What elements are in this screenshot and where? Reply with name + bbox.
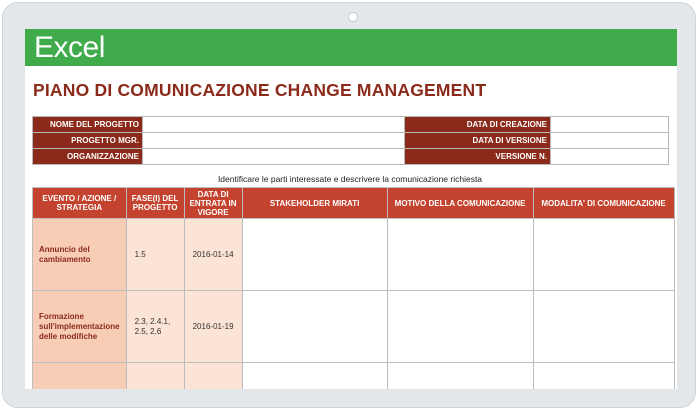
event-cell[interactable]: Formazione sull'implementazione delle modifiche <box>33 291 127 363</box>
info-row <box>33 149 669 165</box>
organization-field[interactable] <box>143 149 405 165</box>
version-date-field[interactable] <box>551 133 669 149</box>
spreadsheet-screen <box>25 29 677 389</box>
table-row <box>33 363 675 390</box>
reason-cell[interactable] <box>387 219 533 291</box>
creation-date-field[interactable] <box>551 117 669 133</box>
stakeholders-cell[interactable] <box>242 363 387 390</box>
excel-logo: Excel <box>34 30 105 64</box>
header-event: EVENTO / AZIONE / STRATEGIA <box>33 188 127 219</box>
reason-cell[interactable] <box>387 291 533 363</box>
version-number-field[interactable] <box>551 149 669 165</box>
tablet-frame <box>2 2 696 408</box>
creation-date-label: DATA DI CREAZIONE <box>405 117 551 133</box>
instruction-note: Identificare le parti interessate e descrivere la comunicazione richiesta <box>217 174 483 184</box>
excel-banner <box>25 29 677 66</box>
header-mode: MODALITA' DI COMUNICAZIONE <box>533 188 674 219</box>
phase-cell[interactable]: 1.5 <box>126 219 184 291</box>
phase-cell[interactable]: 2.3, 2.4.1, 2.5, 2.6 <box>126 291 184 363</box>
project-manager-label: PROGETTO MGR. <box>33 133 143 149</box>
mode-cell[interactable] <box>533 363 674 390</box>
info-row <box>33 117 669 133</box>
date-cell[interactable] <box>184 363 242 390</box>
sheet-title: PIANO DI COMUNICAZIONE CHANGE MANAGEMENT <box>33 80 487 100</box>
project-info-table <box>32 116 669 165</box>
communication-plan-table <box>32 187 675 389</box>
table-row <box>33 219 675 291</box>
stakeholders-cell[interactable] <box>242 219 387 291</box>
mode-cell[interactable] <box>533 219 674 291</box>
header-stakeholders: STAKEHOLDER MIRATI <box>242 188 387 219</box>
event-cell[interactable]: Annuncio del cambiamento <box>33 219 127 291</box>
project-manager-field[interactable] <box>143 133 405 149</box>
reason-cell[interactable] <box>387 363 533 390</box>
header-phase: FASE(I) DEL PROGETTO <box>126 188 184 219</box>
project-name-field[interactable] <box>143 117 405 133</box>
organization-label: ORGANIZZAZIONE <box>33 149 143 165</box>
table-row <box>33 291 675 363</box>
phase-cell[interactable] <box>126 363 184 390</box>
header-row <box>33 188 675 219</box>
stakeholders-cell[interactable] <box>242 291 387 363</box>
project-name-label: NOME DEL PROGETTO <box>33 117 143 133</box>
header-reason: MOTIVO DELLA COMUNICAZIONE <box>387 188 533 219</box>
info-row <box>33 133 669 149</box>
version-date-label: DATA DI VERSIONE <box>405 133 551 149</box>
date-cell[interactable]: 2016-01-14 <box>184 219 242 291</box>
mode-cell[interactable] <box>533 291 674 363</box>
event-cell[interactable] <box>33 363 127 390</box>
camera-icon <box>348 12 358 22</box>
header-date: DATA DI ENTRATA IN VIGORE <box>184 188 242 219</box>
date-cell[interactable]: 2016-01-19 <box>184 291 242 363</box>
version-number-label: VERSIONE N. <box>405 149 551 165</box>
